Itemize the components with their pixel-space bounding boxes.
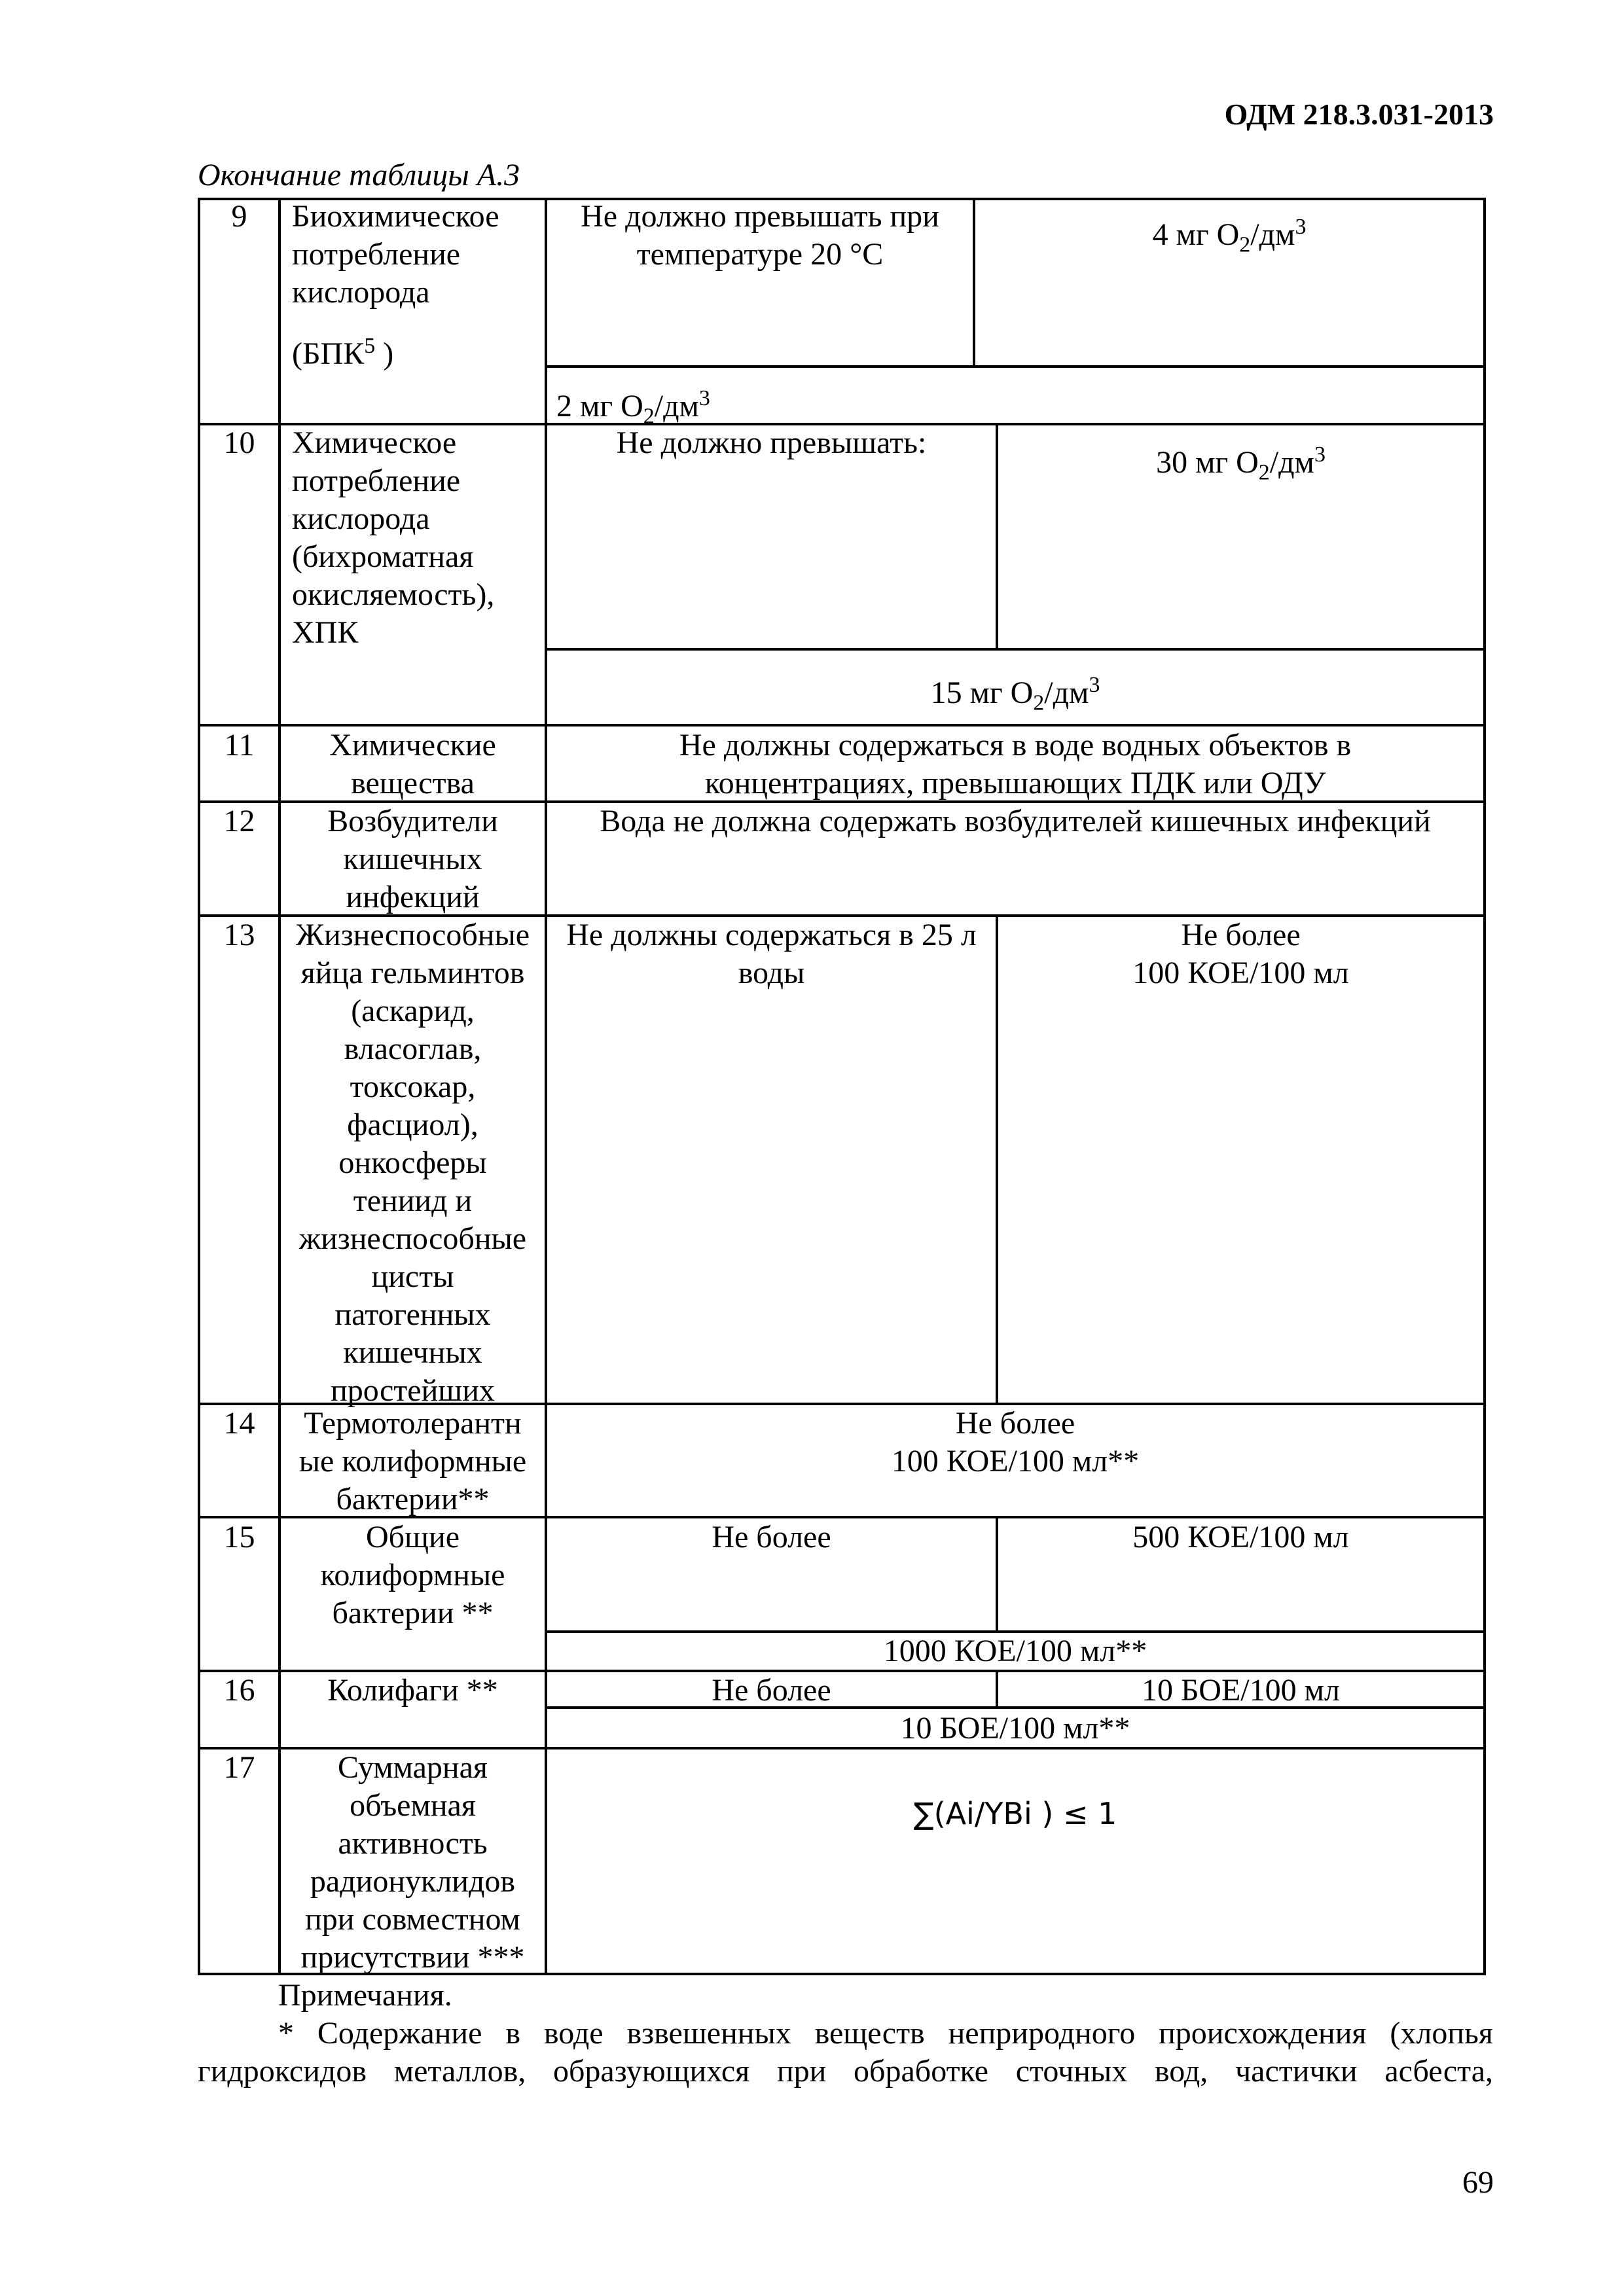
row-15-value: 500 КОЕ/100 мл	[1132, 1520, 1349, 1554]
row-17-name-line: объемная	[350, 1788, 476, 1823]
row-10-number: 10	[223, 425, 255, 460]
row-11-name-line: вещества	[351, 766, 475, 800]
notes-line: * Содержание в воде взвешенных веществ неприродного происхождения (хлопья	[278, 2016, 1493, 2051]
row-14-value-line: 100 КОЕ/100 мл**	[891, 1444, 1140, 1479]
row-17-name-line: Суммарная	[338, 1750, 488, 1785]
notes-line: гидроксидов металлов, образующихся при обработке сточных вод, частички асбеста,	[198, 2054, 1493, 2089]
row-12-number: 12	[223, 804, 255, 838]
row-13-name-line: онкосферы	[338, 1145, 487, 1180]
row-12-requirement: Вода не должна содержать возбудителей кишечных инфекций	[600, 804, 1431, 838]
row-13-limit-line: воды	[738, 956, 805, 990]
row-9-name-line: кислорода	[292, 275, 430, 310]
row-13-value-line: 100 КОЕ/100 мл	[1132, 956, 1349, 990]
row-13-name-line: патогенных	[334, 1297, 491, 1332]
row-13-name-line: простейших	[331, 1373, 495, 1408]
row-16-name: Колифаги **	[327, 1673, 498, 1708]
row-16-number: 16	[223, 1673, 255, 1708]
row-10-merged-value: 15 мг $О_2/дм^3$	[930, 673, 1100, 715]
row-10-value: 30 мг $О_2/дм^3$	[1156, 442, 1326, 485]
document-code: ОДМ 218.3.031-2013	[1224, 98, 1494, 131]
row-13-name-line: фасциол),	[347, 1107, 478, 1142]
row-10-name-line: кислорода	[292, 501, 430, 536]
row-13-name-line: (аскарид,	[351, 994, 475, 1028]
table-caption: Окончание таблицы А.3	[198, 158, 520, 192]
row-9-limit-line: температуре 20 °С	[636, 237, 884, 272]
row-15-number: 15	[223, 1520, 255, 1554]
row-17-name-line: активность	[338, 1826, 488, 1861]
row-9-merged-value: 2 мг $О_2/дм^3$	[556, 386, 710, 429]
row-12-name-line: инфекций	[346, 880, 480, 914]
row-15-limit: Не более	[712, 1520, 831, 1554]
row-13-name-line: цисты	[371, 1259, 454, 1294]
row-9-number: 9	[231, 199, 247, 234]
row-9-limit-line: Не должно превышать при	[581, 199, 939, 234]
row-14-name-line: ые колиформные	[298, 1444, 527, 1479]
row-13-value-line: Не более	[1181, 918, 1301, 952]
row-17-name-line: при совместном	[305, 1902, 520, 1937]
row-16-limit: Не более	[712, 1673, 831, 1708]
row-11-number: 11	[224, 728, 255, 762]
row-9-name-abbrev: (БПК$^5$ )	[292, 334, 394, 371]
row-10-name-line: ХПК	[292, 615, 359, 650]
row-9-name-line: потребление	[292, 237, 461, 272]
row-17-number: 17	[223, 1750, 255, 1785]
row-11-name-line: Химические	[329, 728, 496, 762]
notes-title: Примечания.	[278, 1978, 452, 2013]
row-13-name-line: кишечных	[343, 1335, 482, 1370]
row-15-name-line: колиформные	[320, 1558, 505, 1592]
row-13-name-line: яйца гельминтов	[300, 956, 525, 990]
row-17-formula: ∑(Ai/YBi ) ≤ 1	[913, 1796, 1117, 1831]
row-12-name-line: кишечных	[343, 842, 482, 876]
row-13-number: 13	[223, 918, 255, 952]
row-11-requirement-line: концентрациях, превышающих ПДК или ОДУ	[704, 766, 1326, 800]
row-17-name-line: присутствии ***	[300, 1940, 525, 1975]
row-12-name-line: Возбудители	[327, 804, 498, 838]
row-15-name-line: Общие	[365, 1520, 460, 1554]
row-15-name-line: бактерии **	[332, 1596, 494, 1630]
row-14-value-line: Не более	[955, 1406, 1075, 1441]
row-10-name-line: потребление	[292, 463, 461, 498]
row-13-name-line: тениид и	[353, 1183, 473, 1218]
row-16-value: 10 БОЕ/100 мл	[1142, 1673, 1340, 1708]
row-10-limit: Не должно превышать:	[616, 425, 927, 460]
row-10-name-line: окисляемость),	[292, 577, 495, 612]
row-13-name-line: жизнеспособные	[298, 1221, 527, 1256]
row-14-number: 14	[223, 1406, 255, 1441]
row-16-merged-value: 10 БОЕ/100 мл**	[900, 1711, 1130, 1746]
row-9-value: 4 мг $О_2/дм^3$	[1152, 215, 1307, 257]
row-9-name-line: Биохимическое	[292, 199, 499, 234]
row-17-name-line: радионуклидов	[310, 1864, 516, 1899]
row-13-limit-line: Не должны содержаться в 25 л	[566, 918, 977, 952]
row-15-merged-value: 1000 КОЕ/100 мл**	[883, 1634, 1147, 1668]
row-13-name-line: власоглав,	[344, 1031, 482, 1066]
page-number: 69	[1462, 2165, 1494, 2200]
row-13-name-line: токсокар,	[350, 1069, 476, 1104]
row-10-name-line: Химическое	[292, 425, 457, 460]
row-14-name-line: бактерии**	[336, 1482, 490, 1516]
row-10-name-line: (бихроматная	[292, 539, 474, 574]
row-13-name-line: Жизнеспособные	[296, 918, 530, 952]
row-14-name-line: Термотолерантн	[304, 1406, 522, 1441]
row-11-requirement-line: Не должны содержаться в воде водных объектов в	[679, 728, 1352, 762]
